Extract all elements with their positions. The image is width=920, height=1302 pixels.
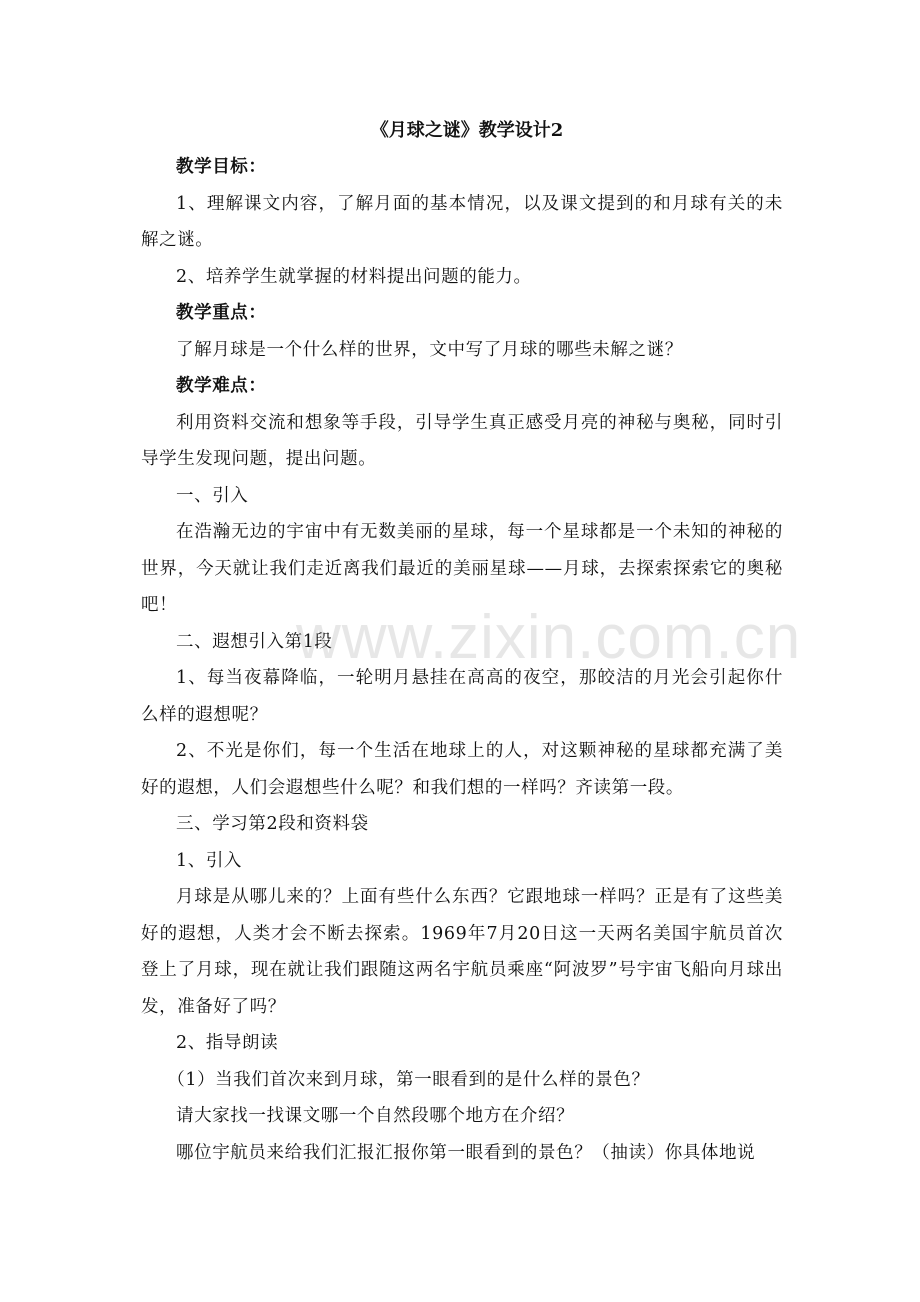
paragraph: 1、引入 xyxy=(176,850,243,871)
paragraph: 二、遐想引入第1段 xyxy=(176,631,333,652)
section-heading: 教学目标： xyxy=(176,157,267,177)
paragraph: 月球是从哪儿来的？上面有些什么东西？它跟地球一样吗？正是有了这些美好的遐想，人类才会不断去探索。1969年7月20日这一天两名美国宇航员首次登上了月球，现在就让我们跟随这两名宇航员乘座“阿波罗”号宇宙飞船向月球出发，准备好了吗？ xyxy=(141,887,783,1017)
paragraph: 2、培养学生就掌握的材料提出问题的能力。 xyxy=(176,266,532,287)
paragraph: 利用资料交流和想象等手段，引导学生真正感受月亮的神秘与奥秘，同时引导学生发现问题，提出问题。 xyxy=(141,412,783,469)
paragraph-list xyxy=(141,149,783,1171)
section-heading: 教学重点： xyxy=(176,303,267,323)
document-body xyxy=(141,112,783,1171)
watermark: www.zixin.com.cn xyxy=(296,603,802,672)
paragraph: 2、不光是你们，每一个生活在地球上的人，对这颗神秘的星球都充满了美好的遐想，人们会遐想些什么呢？和我们想的一样吗？齐读第一段。 xyxy=(141,741,783,798)
paragraph: 一、引入 xyxy=(176,485,249,506)
paragraph: 请大家找一找课文哪一个自然段哪个地方在介绍？ xyxy=(176,1106,575,1126)
paragraph: 三、学习第2段和资料袋 xyxy=(176,814,369,834)
paragraph: （1）当我们首次来到月球，第一眼看到的是什么样的景色？ xyxy=(167,1069,650,1090)
paragraph: 1、理解课文内容，了解月面的基本情况，以及课文提到的和月球有关的未解之谜。 xyxy=(141,193,783,250)
paragraph: 1、每当夜幕降临，一轮明月悬挂在高高的夜空，那皎洁的月光会引起你什么样的遐想呢？ xyxy=(141,668,783,725)
paragraph: 了解月球是一个什么样的世界，文中写了月球的哪些未解之谜？ xyxy=(176,339,683,360)
paragraph: 在浩瀚无边的宇宙中有无数美丽的星球，每一个星球都是一个未知的神秘的世界，今天就让我们走近离我们最近的美丽星球——月球，去探索探索它的奥秘吧！ xyxy=(141,522,783,615)
paragraph: 2、指导朗读 xyxy=(176,1033,279,1053)
paragraph: 哪位宇航员来给我们汇报汇报你第一眼看到的景色？（抽读）你具体地说 xyxy=(176,1142,756,1163)
section-heading: 教学难点： xyxy=(176,376,267,396)
document-title: 《月球之谜》教学设计2 xyxy=(370,120,564,141)
